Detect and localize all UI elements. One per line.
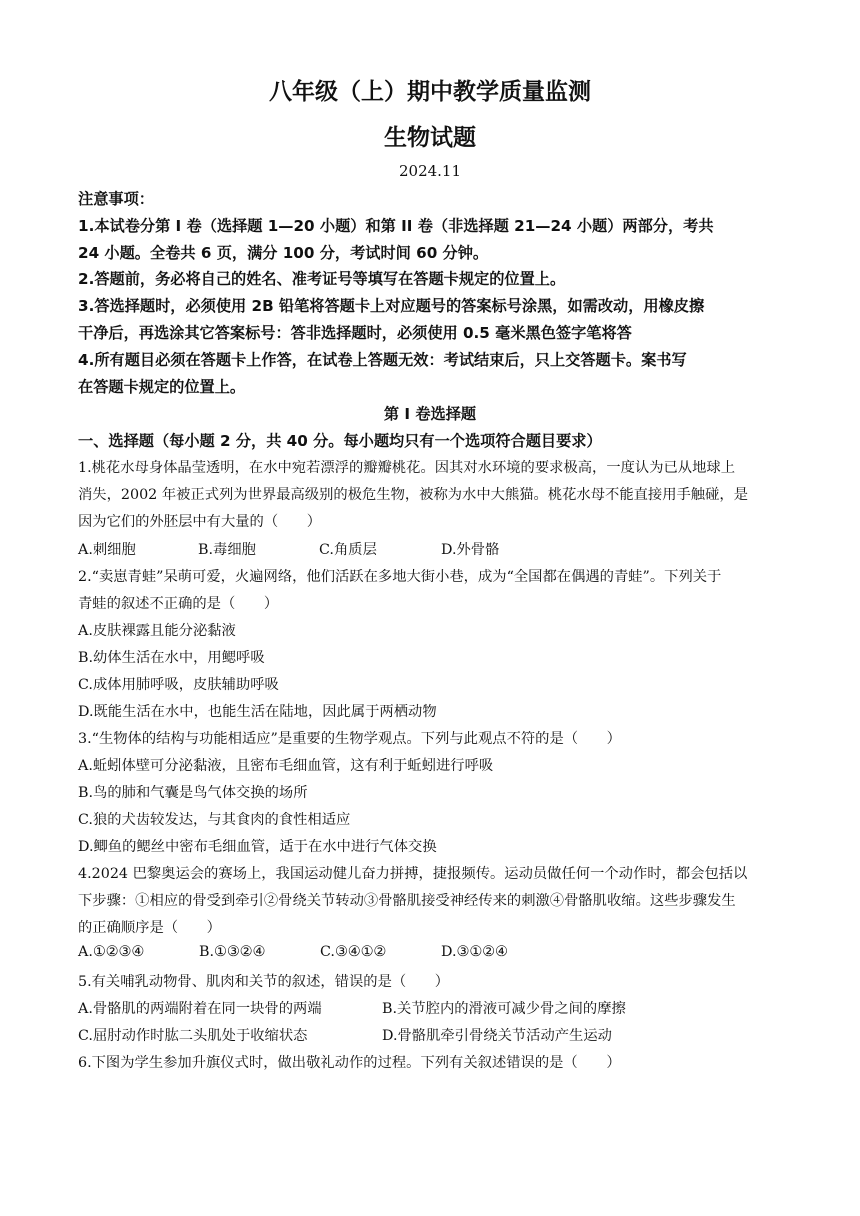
question-4-text: 的正确顺序是（ ）	[78, 920, 221, 936]
notice-line: 24 小题。全卷共 6 页，满分 100 分，考试时间 60 分钟。	[78, 244, 489, 262]
question-4-text: 4.2024 巴黎奥运会的赛场上，我国运动健儿奋力拼搏，捷报频传。运动员做任何一个动作时，都会包括以	[78, 866, 748, 882]
question-1-option-a: A.刺细胞	[78, 542, 136, 558]
notice-line: 在答题卡规定的位置上。	[78, 378, 246, 396]
question-4-option-a: A.①②③④	[78, 944, 145, 960]
question-5-option-d: D.骨骼肌牵引骨绕关节活动产生运动	[382, 1028, 612, 1044]
question-3-text: 3.“生物体的结构与功能相适应”是重要的生物学观点。下列与此观点不符的是（ ）	[78, 731, 621, 747]
part1-heading: 第 I 卷选择题	[383, 405, 477, 423]
question-4-option-b: B.①③②④	[199, 944, 266, 960]
question-6-text: 6.下图为学生参加升旗仪式时，做出敬礼动作的过程。下列有关叙述错误的是（ ）	[78, 1055, 621, 1071]
question-5-option-b: B.关节腔内的滑液可减少骨之间的摩擦	[382, 1001, 626, 1017]
notice-line: 4.所有题目必须在答题卡上作答，在试卷上答题无效：考试结束后，只上交答题卡。案书写	[78, 351, 687, 369]
question-2-option-a: A.皮肤裸露且能分泌黏液	[78, 623, 236, 639]
notice-line: 2.答题前，务必将自己的姓名、准考证号等填写在答题卡规定的位置上。	[78, 270, 566, 288]
notice-line: 1.本试卷分第 I 卷（选择题 1—20 小题）和第 II 卷（非选择题 21—24 小题）两部分，考共	[78, 217, 714, 235]
question-2-option-c: C.成体用肺呼吸，皮肤辅助呼吸	[78, 677, 279, 693]
question-3-option-d: D.鲫鱼的鳃丝中密布毛细血管，适于在水中进行气体交换	[78, 839, 437, 855]
question-1-text: 1.桃花水母身体晶莹透明，在水中宛若漂浮的瓣瓣桃花。因其对水环境的要求极高，一度认为已从地球上	[78, 460, 735, 476]
notice-line: 3.答选择题时，必须使用 2B 铅笔将答题卡上对应题号的答案标号涂黑，如需改动，用橡皮擦	[78, 297, 705, 315]
exam-date: 2024.11	[398, 162, 462, 180]
question-2-text: 青蛙的叙述不正确的是（ ）	[78, 596, 279, 612]
exam-subtitle: 生物试题	[384, 125, 476, 151]
notice-heading: 注意事项：	[78, 190, 154, 208]
question-1-text: 消失，2002 年被正式列为世界最高级别的极危生物，被称为水中大熊猫。桃花水母不能直接用手触碰，是	[78, 487, 748, 503]
question-5-option-a: A.骨骼肌的两端附着在同一块骨的两端	[78, 1001, 322, 1017]
question-1-text: 因为它们的外胚层中有大量的（ ）	[78, 514, 322, 530]
question-1-option-d: D.外骨骼	[441, 542, 500, 558]
question-1-option-c: C.角质层	[319, 542, 377, 558]
question-2-text: 2.“卖崽青蛙”呆萌可爱，火遍网络，他们活跃在多地大街小巷，成为“全国都在偶遇的青蛙”。下列关于	[78, 569, 722, 585]
section-heading: 一、选择题（每小题 2 分，共 40 分。每小题均只有一个选项符合题目要求）	[78, 432, 602, 450]
question-3-option-a: A.蚯蚓体壁可分泌黏液，且密布毛细血管，这有利于蚯蚓进行呼吸	[78, 758, 494, 774]
notice-line: 干净后，再选涂其它答案标号：答非选择题时，必须使用 0.5 毫米黑色签字笔将答	[78, 324, 632, 342]
question-3-option-b: B.鸟的肺和气囊是鸟气体交换的场所	[78, 785, 308, 801]
question-2-option-b: B.幼体生活在水中，用鳃呼吸	[78, 650, 265, 666]
question-4-text: 下步骤：①相应的骨受到牵引②骨绕关节转动③骨骼肌接受神经传来的刺激④骨骼肌收缩。这些步骤发生	[78, 893, 736, 909]
question-5-option-c: C.屈肘动作时肱二头肌处于收缩状态	[78, 1028, 308, 1044]
question-1-option-b: B.毒细胞	[198, 542, 256, 558]
question-5-text: 5.有关哺乳动物骨、肌肉和关节的叙述，错误的是（ ）	[78, 974, 450, 990]
exam-title: 八年级（上）期中教学质量监测	[269, 79, 591, 105]
question-4-option-d: D.③①②④	[441, 944, 508, 960]
question-3-option-c: C.狼的犬齿较发达，与其食肉的食性相适应	[78, 812, 351, 828]
question-2-option-d: D.既能生活在水中，也能生活在陆地，因此属于两栖动物	[78, 704, 437, 720]
question-4-option-c: C.③④①②	[320, 944, 387, 960]
